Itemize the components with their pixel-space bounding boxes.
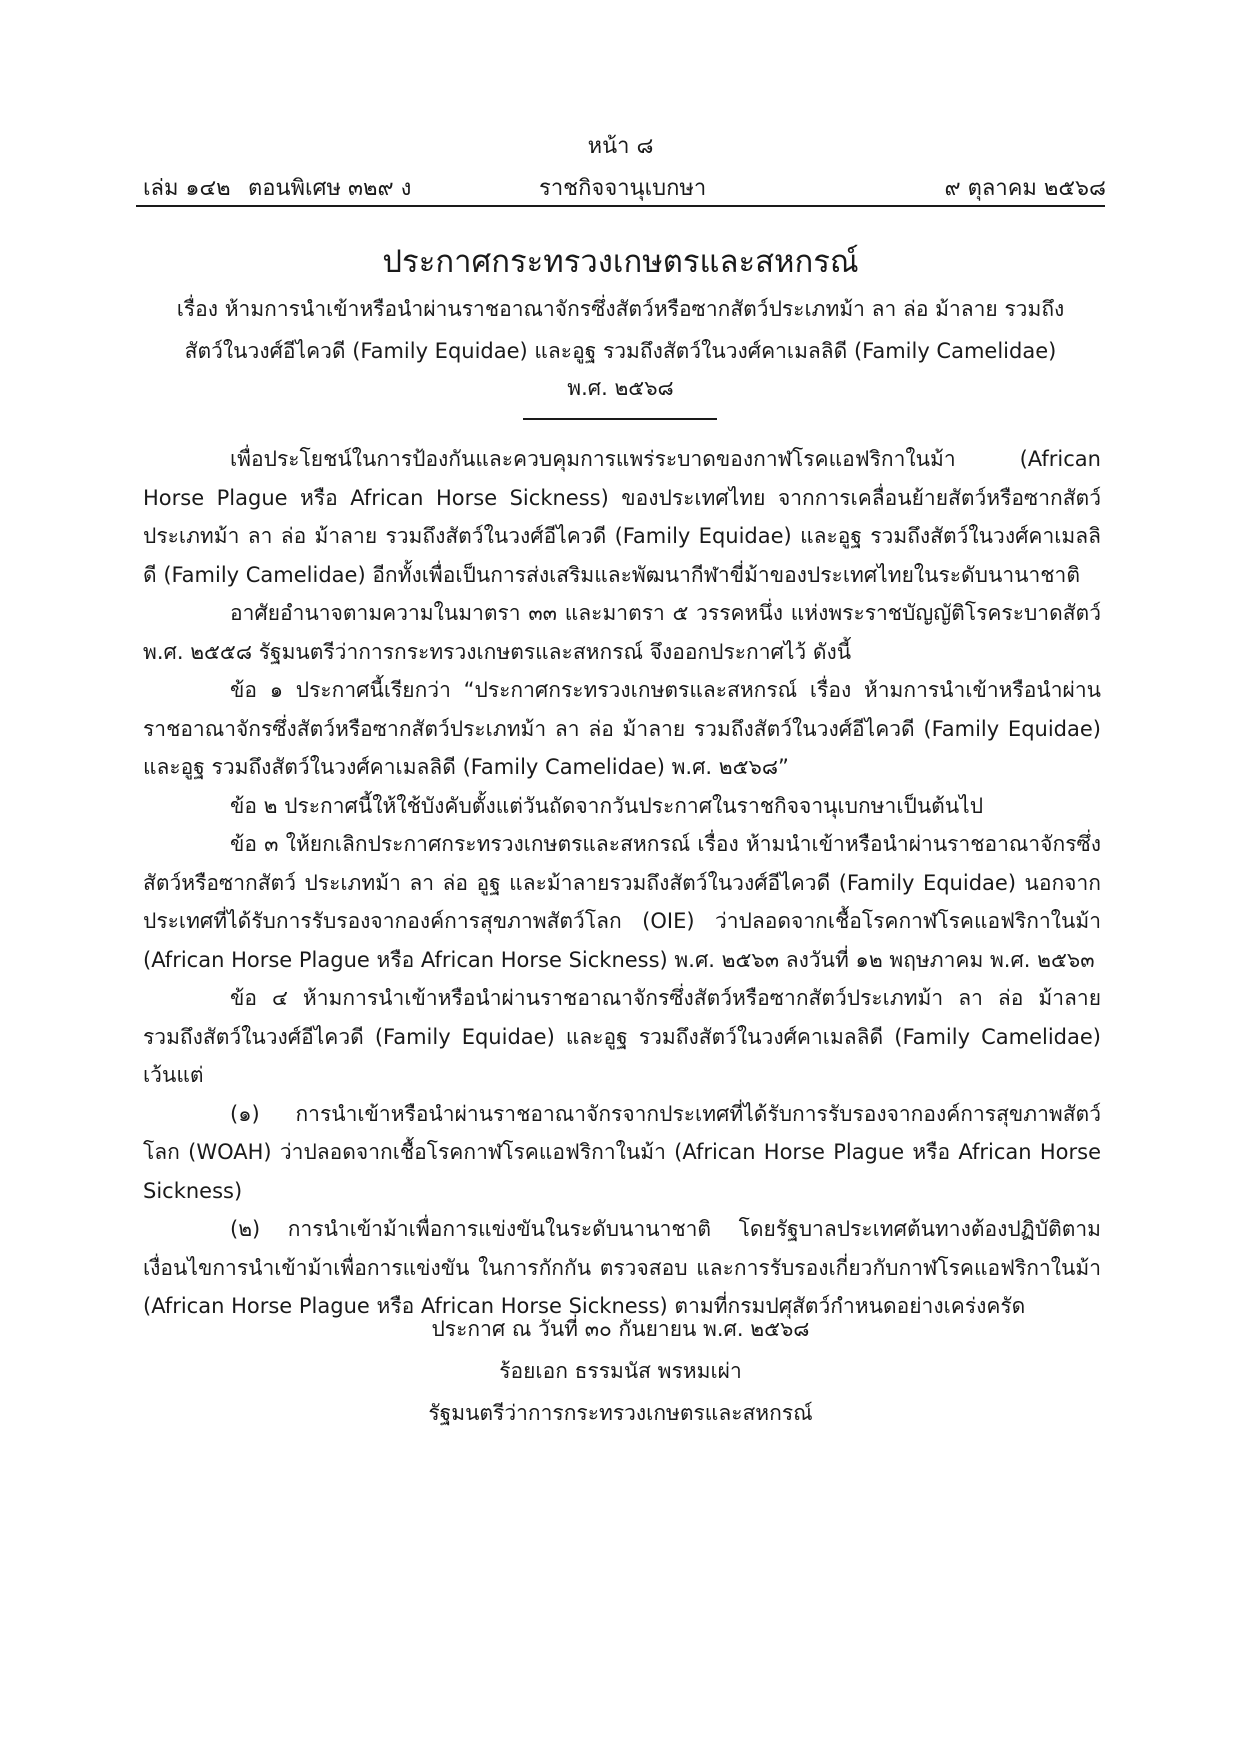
publication-name: ราชกิจจานุเบกษา (539, 176, 707, 201)
document-subject: เรื่อง ห้ามการนำเข้าหรือนำผ่านราชอาณาจักรซึ่งสัตว์หรือซากสัตว์ประเภทม้า ลา ล่อ ม้าลาย รวมถึงสัตว์ในวงศ์อีไควดี (Family Equidae) และอูฐ รวมถึงสัตว์ในวงศ์คาเมลลิดี (Family Camelidae) (176, 297, 1065, 363)
publication-date: ๙ ตุลาคม ๒๕๖๘ (944, 176, 1106, 201)
title-divider (523, 418, 717, 420)
signatory-name: ร้อยเอก ธรรมนัส พรหมเผ่า (499, 1359, 742, 1383)
document-body (143, 440, 1101, 1326)
clause-4-item-1: (๑) การนำเข้าหรือนำผ่านราชอาณาจักรจากประเทศที่ได้รับการรับรองจากองค์การสุขภาพสัตว์โลก (WOAH) ว่าปลอดจากเชื้อโรคกาฬโรคแอฟริกาในม้า (African Horse Plague หรือ African Horse Sickness) (143, 1101, 1101, 1203)
clause-1: ข้อ ๑ ประกาศนี้เรียกว่า “ประกาศกระทรวงเกษตรและสหกรณ์ เรื่อง ห้ามการนำเข้าหรือนำผ่านราชอาณาจักรซึ่งสัตว์หรือซากสัตว์ประเภทม้า ลา ล่อ ม้าลาย รวมถึงสัตว์ในวงศ์อีไควดี (Family Equidae) และอูฐ รวมถึงสัตว์ในวงศ์คาเมลลิดี (Family Camelidae) พ.ศ. ๒๕๖๘” (143, 678, 1101, 779)
document-title: ประกาศกระทรวงเกษตรและสหกรณ์ (382, 244, 859, 280)
paragraph-authority: อาศัยอำนาจตามความในมาตรา ๓๓ และมาตรา ๕ วรรคหนึ่ง แห่งพระราชบัญญัติโรคระบาดสัตว์ พ.ศ. ๒๕๕๘ รัฐมนตรีว่าการกระทรวงเกษตรและสหกรณ์ จึงออกประกาศไว้ ดังนี้ (143, 601, 1101, 664)
clause-4-item-2: (๒) การนำเข้าม้าเพื่อการแข่งขันในระดับนานาชาติ โดยรัฐบาลประเทศต้นทางต้องปฏิบัติตามเงื่อนไขการนำเข้าม้าเพื่อการแข่งขัน ในการกักกัน ตรวจสอบ และการรับรองเกี่ยวกับกาฬโรคแอฟริกาในม้า (African Horse Plague หรือ African Horse Sickness) ตามที่กรมปศุสัตว์กำหนดอย่างเคร่งครัด (143, 1217, 1101, 1318)
paragraph-purpose: เพื่อประโยชน์ในการป้องกันและควบคุมการแพร่ระบาดของกาฬโรคแอฟริกาในม้า (African Horse Plague หรือ African Horse Sickness) ของประเทศไทย จากการเคลื่อนย้ายสัตว์หรือซากสัตว์ประเภทม้า ลา ล่อ ม้าลาย รวมถึงสัตว์ในวงศ์อีไควดี (Family Equidae) และอูฐ รวมถึงสัตว์ในวงศ์คาเมลลิดี (Family Camelidae) อีกทั้งเพื่อเป็นการส่งเสริมและพัฒนากีฬาขี่ม้าของประเทศไทยในระดับนานาชาติ (143, 447, 1101, 587)
volume-number: เล่ม ๑๔๒ (143, 176, 231, 201)
header-divider (136, 205, 1105, 207)
clause-3: ข้อ ๓ ให้ยกเลิกประกาศกระทรวงเกษตรและสหกรณ์ เรื่อง ห้ามนำเข้าหรือนำผ่านราชอาณาจักรซึ่งสัตว์หรือซากสัตว์ ประเภทม้า ลา ล่อ อูฐ และม้าลายรวมถึงสัตว์ในวงศ์อีไควดี (Family Equidae) นอกจากประเทศที่ได้รับการรับรองจากองค์การสุขภาพสัตว์โลก (OIE) ว่าปลอดจากเชื้อโรคกาฬโรคแอฟริกาในม้า (African Horse Plague หรือ African Horse Sickness) พ.ศ. ๒๕๖๓ ลงวันที่ ๑๒ พฤษภาคม พ.ศ. ๒๕๖๓ (143, 832, 1101, 972)
section-number: ตอนพิเศษ ๓๒๙ ง (248, 176, 412, 201)
document-year: พ.ศ. ๒๕๖๘ (567, 376, 674, 400)
page-number: หน้า ๘ (587, 134, 654, 159)
clause-4: ข้อ ๔ ห้ามการนำเข้าหรือนำผ่านราชอาณาจักรซึ่งสัตว์หรือซากสัตว์ประเภทม้า ลา ล่อ ม้าลาย รวมถึงสัตว์ในวงศ์อีไควดี (Family Equidae) และอูฐ รวมถึงสัตว์ในวงศ์คาเมลลิดี (Family Camelidae) เว้นแต่ (143, 986, 1101, 1087)
clause-2: ข้อ ๒ ประกาศนี้ให้ใช้บังคับตั้งแต่วันถัดจากวันประกาศในราชกิจจานุเบกษาเป็นต้นไป (230, 793, 984, 818)
announcement-date: ประกาศ ณ วันที่ ๓๐ กันยายน พ.ศ. ๒๕๖๘ (431, 1317, 810, 1341)
gazette-header (143, 170, 1106, 204)
signatory-position: รัฐมนตรีว่าการกระทรวงเกษตรและสหกรณ์ (428, 1401, 813, 1425)
